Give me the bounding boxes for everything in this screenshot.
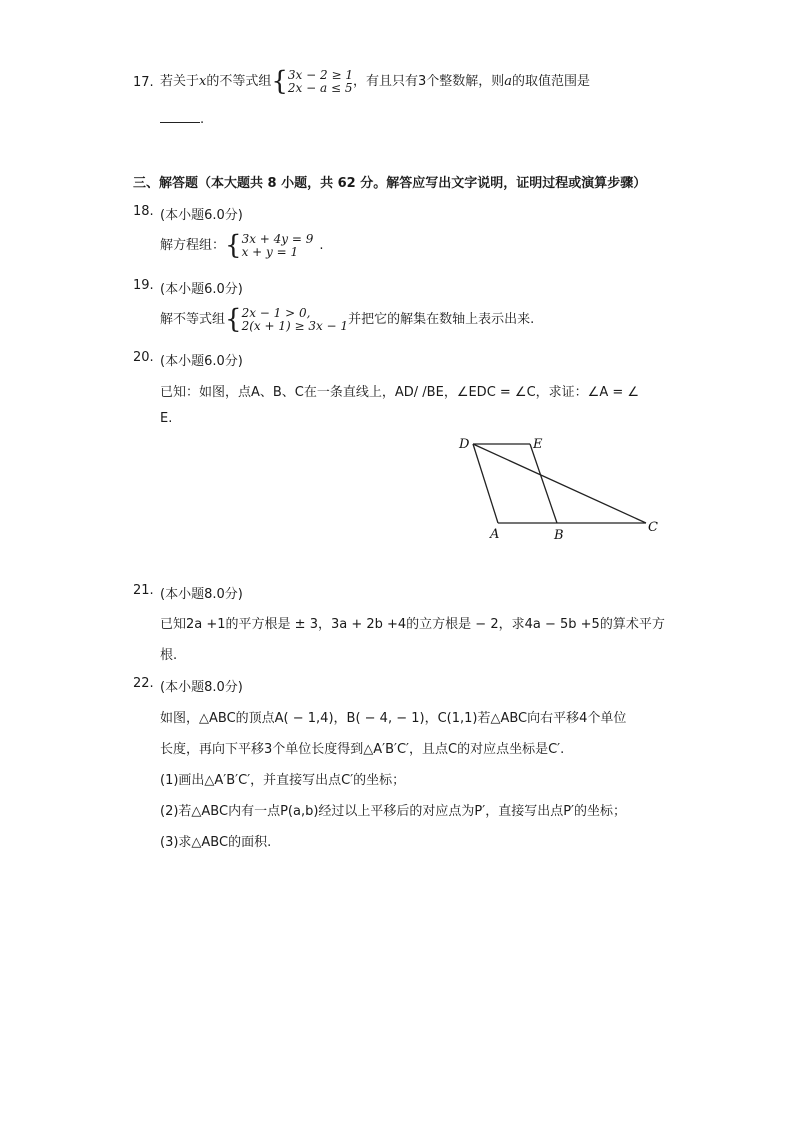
q22-part1: (1)画出△A′B′C′，并直接写出点C′的坐标； xyxy=(160,773,406,788)
q19-stem xyxy=(160,302,534,338)
label-E: E xyxy=(533,437,543,452)
segment-EB xyxy=(530,444,557,523)
q21-line1: 已知2a +1的平方根是 ± 3，3a + 2b +4的立方根是 − 2，求4a − 5b +5的算术平方 xyxy=(160,617,665,632)
q18-eq1: 3x + 4y = 9 xyxy=(241,231,314,246)
q17-brace: { xyxy=(271,66,288,97)
q22-number: 22. xyxy=(133,676,154,691)
q18-end: . xyxy=(319,238,324,253)
q17-text-post2: 的取值范围是 xyxy=(512,74,591,89)
q22-part3: (3)求△ABC的面积. xyxy=(160,835,272,850)
q22-line2: 长度，再向下平移3个单位长度得到△A′B′C′，且点C的对应点坐标是C′. xyxy=(160,742,565,757)
q21-number: 21. xyxy=(133,583,154,598)
answer-line[interactable] xyxy=(160,110,200,123)
q20-line1: 已知：如图，点A、B、C在一条直线上，AD/ /BE，∠EDC = ∠C，求证：∠A = ∠ xyxy=(160,385,640,400)
label-C: C xyxy=(648,520,658,535)
q22-score: (本小题8.0分) xyxy=(160,680,243,695)
q19-system xyxy=(242,307,349,333)
label-D: D xyxy=(459,437,470,452)
q21-score: (本小题8.0分) xyxy=(160,587,243,602)
q17-eq1: 3x − 2 ≥ 1 xyxy=(287,67,353,82)
q18-number: 18. xyxy=(133,204,154,219)
q17-var-x: x xyxy=(199,74,207,89)
q17-answer-blank[interactable] xyxy=(160,110,204,127)
q19-number: 19. xyxy=(133,278,154,293)
q20-line2: E. xyxy=(160,411,173,426)
q22-part2: (2)若△ABC内有一点P(a,b)经过以上平移后的对应点为P′，直接写出点P′的坐标； xyxy=(160,804,626,819)
q17-stem xyxy=(160,64,590,100)
q19-score: (本小题6.0分) xyxy=(160,282,243,297)
q17-end: . xyxy=(200,112,205,127)
segment-DA xyxy=(473,444,498,523)
q17-var-a: a xyxy=(504,74,513,89)
q17-text-post1: ，有且只有3个整数解，则 xyxy=(352,74,505,89)
section-heading: 三、解答题（本大题共 8 小题，共 62 分。解答应写出文字说明，证明过程或演算步骤） xyxy=(133,176,647,191)
q18-system xyxy=(242,233,314,259)
q20-geometry-figure xyxy=(450,430,690,550)
label-B: B xyxy=(554,528,564,543)
segment-DC xyxy=(473,444,646,523)
q17-eq2: 2x − a ≤ 5 xyxy=(287,80,353,95)
q20-score: (本小题6.0分) xyxy=(160,354,243,369)
q22-line1: 如图，△ABC的顶点A( − 1,4)，B( − 4, − 1)，C(1,1)若△ABC向右平移4个单位 xyxy=(160,711,627,726)
q18-text-pre: 解方程组： xyxy=(160,238,226,253)
q18-brace: { xyxy=(225,230,242,261)
label-A: A xyxy=(490,527,500,542)
q19-brace: { xyxy=(225,304,242,335)
q19-eq2: 2(x + 1) ≥ 3x − 1 xyxy=(241,318,349,333)
q17-text-pre: 若关于 xyxy=(160,74,200,89)
q21-line2: 根. xyxy=(160,648,178,663)
q17-text-mid: 的不等式组 xyxy=(206,74,272,89)
q20-number: 20. xyxy=(133,350,154,365)
q18-eq2: x + y = 1 xyxy=(241,244,299,259)
q19-eq1: 2x − 1 > 0, xyxy=(241,305,311,320)
q17-system xyxy=(288,69,353,95)
q19-text-post: 并把它的解集在数轴上表示出来. xyxy=(348,312,535,327)
q18-score: (本小题6.0分) xyxy=(160,208,243,223)
q18-stem xyxy=(160,228,324,264)
q17-number: 17. xyxy=(133,75,154,90)
q19-text-pre: 解不等式组 xyxy=(160,312,226,327)
